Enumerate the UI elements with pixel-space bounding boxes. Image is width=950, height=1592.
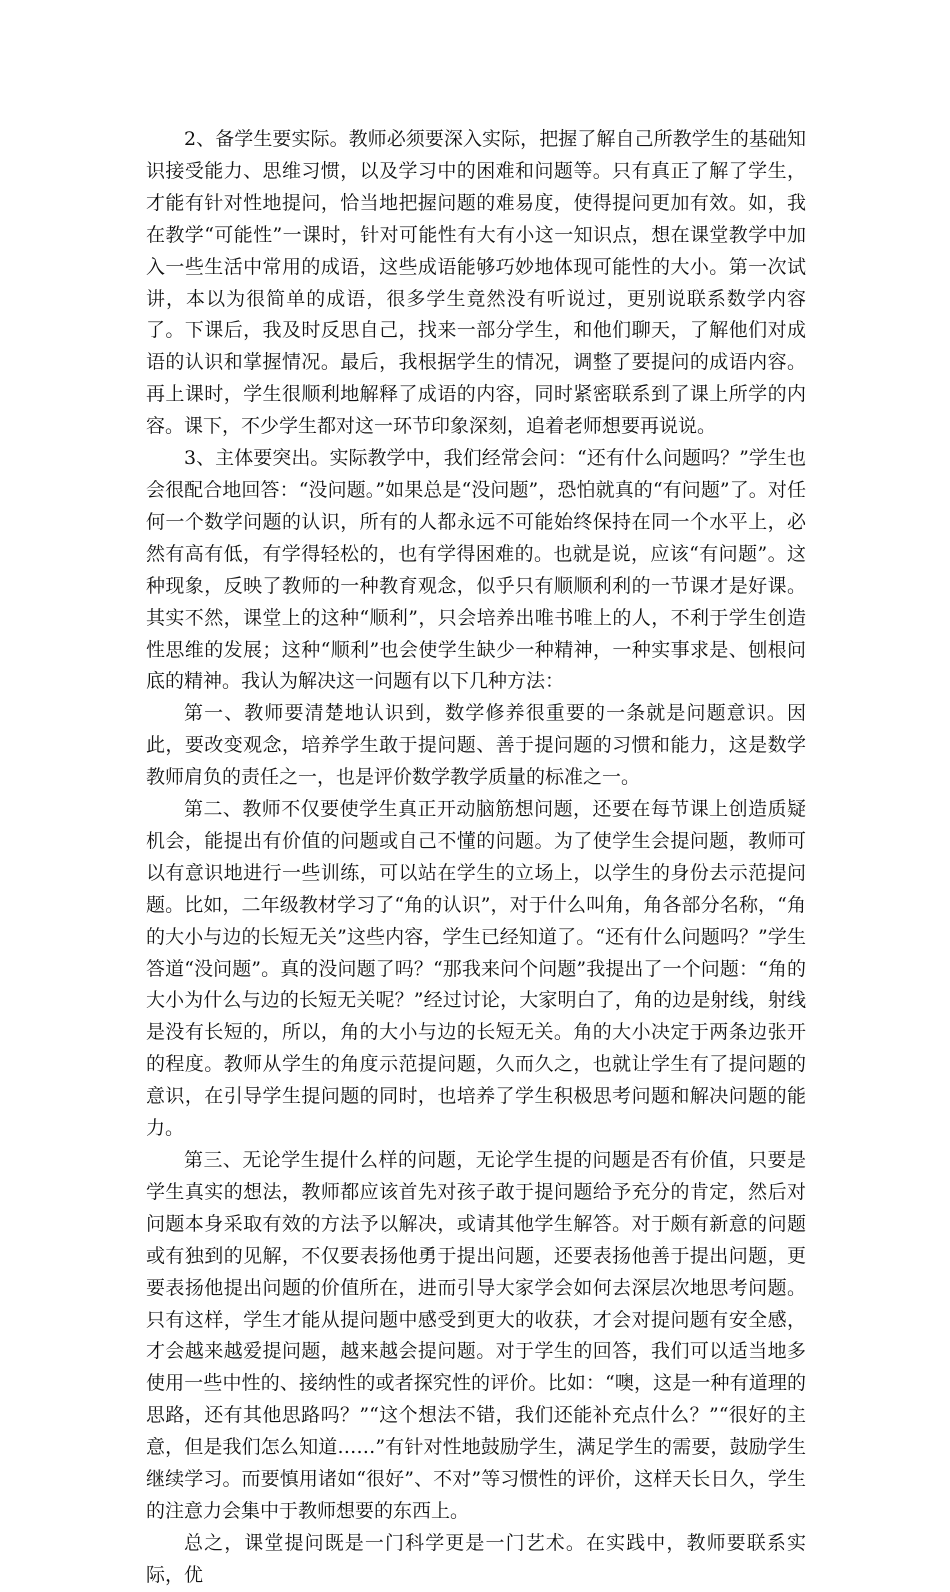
paragraph-method-third: 第三、无论学生提什么样的问题，无论学生提的问题是否有价值，只要是学生真实的想法，教师都应该首先对孩子敢于提问题给予充分的肯定，然后对问题本身采取有效的方法予以解决，或请其他学生解答。对于颇有新意的问题或有独到的见解，不仅要表扬他勇于提出问题，还要表扬他善于提出问题，更要表扬他提出问题的价值所在，进而引导大家学会如何去深层次地思考问题。只有这样，学生才能从提问题中感受到更大的收获，才会对提问题有安全感，才会越来越爱提问题，越来越会提问题。对于学生的回答，我们可以适当地多使用一些中性的、接纳性的或者探究性的评价。比如：“噢，这是一种有道理的思路，还有其他思路吗？”“这个想法不错，我们还能补充点什么？”“很好的主意，但是我们怎么知道……”有针对性地鼓励学生，满足学生的需要，鼓励学生继续学习。而要慎用诸如“很好”、不对”等习惯性的评价，这样天长日久，学生的注意力会集中于教师想要的东西上。 — [146, 1149, 806, 1522]
paragraph-method-first: 第一、教师要清楚地认识到，数学修养很重要的一条就是问题意识。因此，要改变观念，培养学生敢于提问题、善于提问题的习惯和能力，这是数学教师肩负的责任之一，也是评价数学教学质量的标准之一。 — [146, 702, 806, 789]
paragraph-method-second: 第二、教师不仅要使学生真正开动脑筋想问题，还要在每节课上创造质疑机会，能提出有价值的问题或自己不懂的问题。为了使学生会提问题，教师可以有意识地进行一些训练，可以站在学生的立场上，以学生的身份去示范提问题。比如，二年级教材学习了“角的认识”，对于什么叫角，角各部分名称，“角的大小与边的长短无关”这些内容，学生已经知道了。“还有什么问题吗？”学生答道“没问题”。真的没问题了吗？“那我来问个问题”我提出了一个问题：“角的大小为什么与边的长短无关呢？”经过讨论，大家明白了，角的边是射线，射线是没有长短的，所以，角的大小与边的长短无关。角的大小决定于两条边张开的程度。教师从学生的角度示范提问题，久而久之，也就让学生有了提问题的意识，在引导学生提问题的同时，也培养了学生积极思考问题和解决问题的能力。 — [146, 798, 806, 1140]
paragraph-conclusion: 总之，课堂提问既是一门科学更是一门艺术。在实践中，教师要联系实际，优 — [146, 1531, 806, 1586]
document-body — [146, 124, 806, 1592]
paragraph-highlight-subject: 3、主体要突出。实际教学中，我们经常会问：“还有什么问题吗？”学生也会很配合地回答：“没问题。”如果总是“没问题”，恐怕就真的“有问题”了。对任何一个数学问题的认识，所有的人都永远不可能始终保持在同一个水平上，必然有高有低，有学得轻松的，也有学得困难的。也就是说，应该“有问题”。这种现象，反映了教师的一种教育观念，似乎只有顺顺利利的一节课才是好课。其实不然，课堂上的这种“顺利”，只会培养出唯书唯上的人，不利于学生创造性思维的发展；这种“顺利”也会使学生缺少一种精神，一种实事求是、刨根问底的精神。我认为解决这一问题有以下几种方法： — [146, 447, 806, 693]
paragraph-prepare-students: 2、备学生要实际。教师必须要深入实际，把握了解自己所教学生的基础知识接受能力、思维习惯，以及学习中的困难和问题等。只有真正了解了学生，才能有针对性地提问，恰当地把握问题的难易度，使得提问更加有效。如，我在教学“可能性”一课时，针对可能性有大有小这一知识点，想在课堂教学中加入一些生活中常用的成语，这些成语能够巧妙地体现可能性的大小。第一次试讲，本以为很简单的成语，很多学生竟然没有听说过，更别说联系数学内容了。下课后，我及时反思自己，找来一部分学生，和他们聊天，了解他们对成语的认识和掌握情况。最后，我根据学生的情况，调整了要提问的成语内容。再上课时，学生很顺利地解释了成语的内容，同时紧密联系到了课上所学的内容。课下，不少学生都对这一环节印象深刻，追着老师想要再说说。 — [146, 128, 806, 438]
